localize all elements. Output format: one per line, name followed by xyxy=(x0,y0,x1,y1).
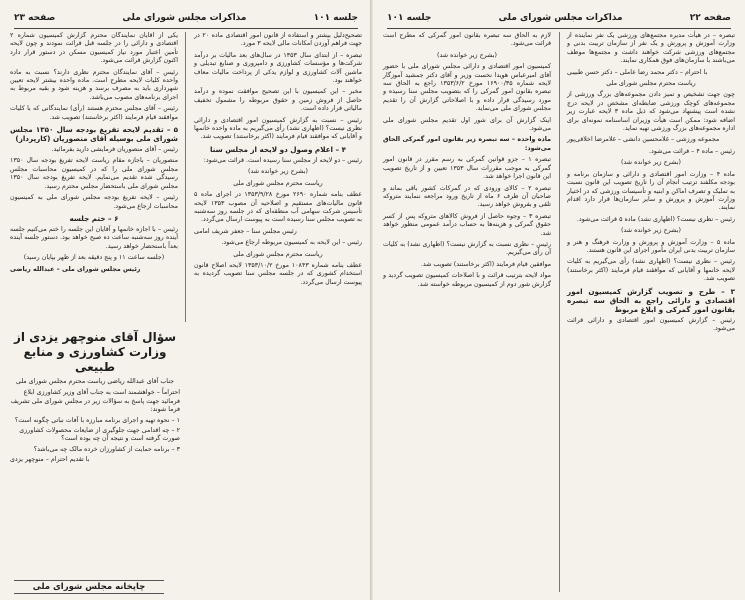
paragraph: رئیس – آقای مجلس محترم هستند (رأی) نمایندگانی که با کلیات موافقند قیام فرمایند (اکثر برخاستند) تصویب شد. xyxy=(10,105,178,121)
paragraph: لازم به الحاق سه تبصره بقانون امور گمرکی که مطرح است قرائت می‌شود. xyxy=(383,32,551,48)
question-addressee: جناب آقای عبدالله ریاضی ریاست محترم مجلس شورای ملی xyxy=(15,378,175,385)
paragraph: اینک گزارش آن برای شور اول تقدیم مجلس شورای ملی می‌شود. xyxy=(383,116,551,133)
paragraph: چون جهت تشخیص و تمیز دادن مجموعه‌های بزرگ ورزشی از مجموعه‌های کوچک ورزشی ضابطه‌ای مشخص در لایحه درج نشده است پیشنهاد می‌شود که ذیل ماده ۳ لایحه عبارت زیر اضافه شود: ممکن است هیأت وزیران اساسنامه نمونه‌ای برای اداره مجموعه‌های بزرگ ورزشی تهیه نماید. xyxy=(567,91,735,133)
paragraph: کمیسیون امور اقتصادی و دارائی مجلس شورای ملی با حضور آقای امیرعباس هویدا نخست وزیر و آقای دکتر جمشید آموزگار لایحه شماره ۱۶۹۰۰/۳۵ مورخ ۱۳۵۳/۶/۲ راجع به الحاق سه تبصره بقانون امور گمرکی را که بتصویب مجلس سنا رسیده و مورد رسیدگی قرار داده و با اصلاحاتی گزارش آن را تقدیم مجلس شورای ملی می‌نماید. xyxy=(383,63,551,113)
question-line: احتراماً – خواهشمند است به جناب آقای وزیر کشاورزی ابلاغ فرمائید جهت پاسخ به سؤالات زیر در مجلس شورای ملی تشریف فرما شوند: xyxy=(10,389,180,414)
left-page-left-column xyxy=(10,32,178,322)
paragraph: موافقین قیام فرمایند (اکثر برخاستند) تصویب شد. xyxy=(420,260,551,268)
header-page-number: صفحه ۲۲ xyxy=(689,13,731,23)
question-line: ۲ – چه اقدامی جهت جلوگیری از ضایعات محصولات کشاورزی صورت گرفته است و نتیجه آن چه بوده است؟ xyxy=(19,427,180,443)
session-end-note: (جلسه ساعت ۱۱ و پنج دقیقه بعد از ظهر بپایان رسید) xyxy=(23,254,165,262)
signature: با احترام – دکتر محمد رضا عاملی – دکتر حسن طبیبی xyxy=(567,68,708,76)
paragraph: مخبر – این کمیسیون با این تصحیح موافقت نموده و درآمد حاصل از فروش زمین و حقوق مربوطه را مشمول تخفیف مالیاتی قرار داده است. xyxy=(194,88,362,113)
header-title: مذاکرات مجلس شورای ملی xyxy=(122,13,247,23)
paragraph: رئیس – نظری نیست؟ (اظهاری نشد) رأی می‌گیریم به کلیات لایحه خانمها و آقایانی که موافقند قیام فرمایند (اکثر برخاستند) تصویب شد. xyxy=(567,258,735,283)
subheading: (بشرح زیر خوانده شد) xyxy=(621,227,681,235)
question-line: ۱ – نحوه تهیه و اجرای برنامه مبارزه با آفات نباتی چگونه است؟ xyxy=(14,416,180,424)
header-title: مذاکرات مجلس شورای ملی xyxy=(498,13,623,23)
subheading: (بشرح زیر خوانده شد) xyxy=(621,159,681,167)
paragraph: رئیس – این لایحه به کمیسیون مربوطه ارجاع می‌شود. xyxy=(221,239,362,247)
paragraph: رئیس – آقای منصوریان فرمایشی دارید بفرمائید. xyxy=(51,146,178,154)
question-line: ۳ – برنامه حمایت از کشاورزان خرده مالک چه می‌باشد؟ xyxy=(33,445,180,453)
paragraph: مواد لایحه بترتیب قرائت و با اصلاحات کمیسیون تصویب گردید و گزارش شور دوم از کمیسیون مربوطه خواسته شد. xyxy=(383,272,551,288)
header-session: جلسه ۱۰۱ xyxy=(313,13,358,23)
column-rule xyxy=(559,32,560,592)
addressee: ریاست محترم مجلس شورای ملی xyxy=(606,80,696,88)
paragraph: ماده ۵ – وزارت آموزش و پرورش و وزارت فرهنگ و هنر و سازمان تربیت بدنی ایران مأمور اجرای این قانون هستند. xyxy=(567,238,735,254)
left-page-header xyxy=(14,10,358,29)
addressee: ریاست محترم مجلس شورای ملی xyxy=(233,250,323,258)
question-block xyxy=(10,330,180,465)
right-page-header xyxy=(387,10,731,29)
paragraph: ماده ۴ – وزارت امور اقتصادی و دارائی و سازمان برنامه و بودجه مکلفند ترتیب انجام آن را تاریخ تصویب این قانون نسبت به تملیک و تصرف اماکن و ابنیه و تأسیسات ورزشی که در اختیار وزارت آموزش و پرورش و سایر سازمان‌ها قرار دارد اقدام نمایند. xyxy=(567,170,735,212)
paragraph: تبصره ۳ – وجوه حاصل از فروش کالاهای متروکه پس از کسر حقوق گمرکی و هزینه‌ها به حساب درآمد عمومی منظور خواهد شد. xyxy=(383,212,552,237)
paragraph: رئیس – نظری نیست؟ (اظهاری نشد) ماده ۵ قرائت می‌شود. xyxy=(576,215,735,223)
right-page-right-column xyxy=(567,32,735,336)
paragraph: رئیس – آقای نمایندگان محترم نظری دارند؟ نسبت به ماده واحده کلیات لایحه مطرح است. ماده واحده بیشتر لایحه تعیین شهرداری باید به مصرف برسد و هزینه شود و بقیه مربوط به اجرای برنامه‌های مصوب می‌باشد. xyxy=(10,68,178,101)
paragraph: عطف بنامه شماره ۱۰۸۴۳ مورخ ۱۳۵۳/۱۰/۲ لایحه اصلاح قانون استخدام کشوری که در جلسه مجلس سنا تصویب گردیده به پیوست ارسال می‌گردد. xyxy=(194,261,362,286)
paragraph: یکی از آقایان نمایندگان محترم گزارش کمیسیون شماره ۲ اقتصادی و دارائی را در جلسه قبل قرائت نمودند و چون لایحه تأمین اعتبار مورد نیاز کمیسیون مسکن در دستور قرار دارد اکنون گزارش قرائت می‌شود. xyxy=(10,32,178,65)
paragraph: رئیس – نسبت به گزارش کمیسیون امور اقتصادی و دارائی نظری نیست؟ (اظهاری نشد) رأی می‌گیریم به ماده واحده خانمها و آقایانی که موافقند قیام فرمایند (اکثر برخاستند) تصویب شد. xyxy=(194,116,362,141)
paragraph: منصوریان – باجازه مقام ریاست لایحه تفریغ بودجه سال ۱۳۵۰ مجلس شورای ملی را که در کمیسیون محاسبات مجلس رسیدگی شده تقدیم می‌نمایم. لایحه تفریغ بودجه سال ۱۳۵۰ مجلس شورای ملی باستحضار مجلس محترم رسید. xyxy=(10,157,178,190)
column-rule xyxy=(185,32,186,322)
right-page-left-column xyxy=(383,32,551,292)
signature: رئیس مجلس سنا – جعفر شریف امامی xyxy=(194,227,297,235)
paragraph: رئیس – گزارش کمیسیون امور اقتصادی و دارائی قرائت می‌شود. xyxy=(567,316,735,332)
paragraph: رئیس – لایحه تفریغ بودجه مجلس شورای ملی به کمیسیون محاسبات ارجاع می‌شود. xyxy=(10,194,178,210)
paragraph: ماده واحده – سه تبصره زیر بقانون امور گمرکی الحاق می‌شود: xyxy=(383,136,551,152)
paragraph: رئیس – ماده ۴ – قرائت می‌شود. xyxy=(649,147,735,155)
paragraph: تبصره – از ابتدای سال ۱۳۵۳ در سال‌های بعد مالیات بر درآمد شرکت‌ها و مؤسسات کشاورزی و دامپروری و صنایع تبدیلی و ماشین آلات کشاورزی و لوازم یدکی از پرداخت مالیات معاف خواهند بود. xyxy=(194,51,362,85)
right-page xyxy=(373,0,745,600)
paragraph: تبصره ۲ – کالای ورودی که در گمرکات کشور باقی بماند و صاحبان آن ظرف ۶ ماه از تاریخ ورود مراجعه ننمایند متروکه تلقی و بفروش خواهد رسید. xyxy=(383,184,551,209)
paragraph: تبصره ۱ – جزو قوانین گمرکی به رسم مقرر در قانون امور گمرکی به موجب مقررات سال ۱۳۵۳ تعیین و از تاریخ تصویب این قانون اجرا خواهد شد. xyxy=(383,156,551,181)
paragraph: تبصره – در هیأت مدیره مجتمع‌های ورزشی یک نفر نماینده از وزارت آموزش و پرورش و یک نفر از سازمان تربیت بدنی و مجتمع‌های ورزشی شرکت خواهند داشت و مجتمع‌ها موظف می‌باشند با سازمان‌های فوق همکاری نمایند. xyxy=(567,32,735,65)
section-heading: ۳ – طرح و تصویب گزارش کمیسیون امور اقتصادی و دارائی راجع به الحاق سه تبصره بقانون امور گمرکی و ابلاغ مربوط xyxy=(567,286,735,314)
section-heading: ۵ – تقدیم لایحه تفریغ بودجه سال ۱۳۵۰ مجلس شورای ملی بوسیله آقای منصوریان (کارپرداز) xyxy=(10,125,178,144)
header-session: جلسه ۱۰۱ xyxy=(387,13,432,23)
question-signature: با تقدیم احترام – منوچهر یزدی xyxy=(10,456,90,464)
header-page-number: صفحه ۲۳ xyxy=(14,13,56,23)
signature: رئیس مجلس شورای ملی – عبدالله ریاضی xyxy=(10,265,141,273)
section-heading: ۶ – ختم جلسه xyxy=(69,213,119,223)
paragraph: رئیس – نظری نسبت به گزارش نیست؟ (اظهاری نشد) به کلیات آن رأی می‌گیریم. xyxy=(383,240,551,257)
paragraph: عطف بنامه شماره ۲۶۹۰ مورخ ۱۳۵۳/۹/۲۸ در اجرای ماده ۵ قانون مالیات‌های مستقیم و اصلاحیه آن مصوب ۱۳۵۳ لایحه تأسیس شرکت سهامی آب منطقه‌ای که در جلسه روز سه‌شنبه به تصویب مجلس سنا رسیده است به پیوست ارسال می‌گردد. xyxy=(194,191,363,224)
section-heading: ۴ – اعلام وصول دو لایحه از مجلس سنا xyxy=(209,144,347,154)
signature: مجموعه ورزشی – غلامحسین دانشی – غلامرضا اخلاقی‌پور xyxy=(567,136,720,144)
printer-footer: چاپخانه مجلس شورای ملی xyxy=(14,580,164,594)
addressee: ریاست محترم مجلس شورای ملی xyxy=(233,179,323,187)
subheading: (بشرح زیر خوانده شد) xyxy=(248,168,308,176)
subheading: (بشرح زیر خوانده شد) xyxy=(437,51,497,59)
question-title: سؤال آقای منوچهر یزدی از وزارت کشاورزی و منابع طبیعی xyxy=(13,330,177,374)
left-page-right-column xyxy=(194,32,362,290)
paragraph: رئیس – با اجازه خانمها و آقایان این جلسه را ختم می‌کنیم جلسه آینده روز سه‌شنبه ساعت ده صبح خواهد بود. دستور جلسه آینده بعداً باستحضار خواهد رسید. xyxy=(10,225,178,250)
paragraph: تصحیح‌دلیل بیشتر و استفاده از قانون امور اقتصادی ماده ۲۰ در جهت فراهم آوردن امکانات مالی لایحه ۳ مورد. xyxy=(194,32,362,48)
left-page xyxy=(0,0,372,600)
paragraph: رئیس – دو لایحه از مجلس سنا رسیده است. قرائت می‌شود: xyxy=(203,156,362,164)
